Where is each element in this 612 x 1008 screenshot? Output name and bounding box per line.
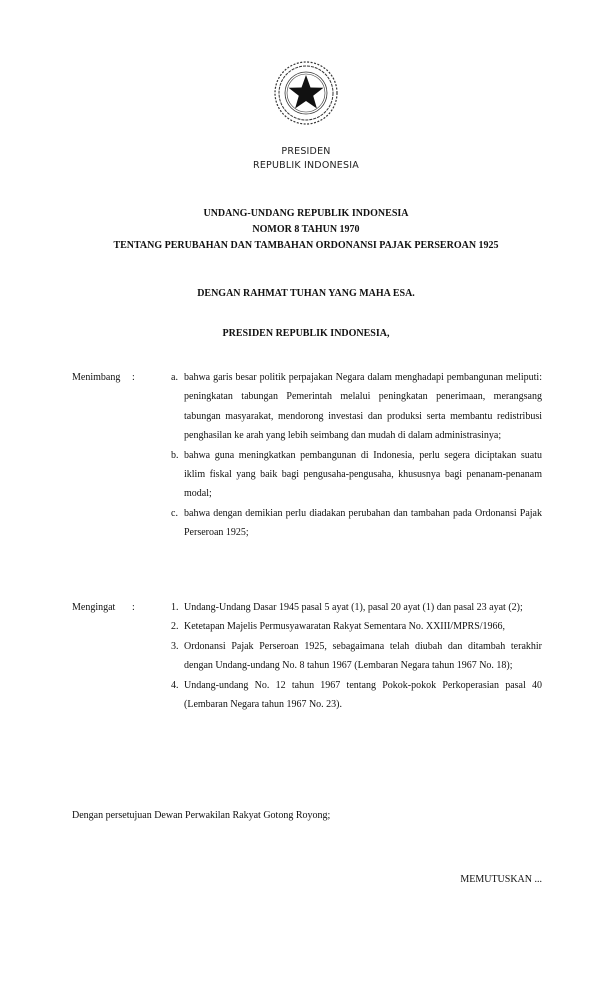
list-item: a. bahwa garis besar politik perpajakan Negara dalam menghadapi pembangunan meliputi: peningkatan tabungan Pemerintah melalui peningkatan penerimaan, merangsang tabungan masyarakat, mendorong investasi dan produksi serta membantu redistribusi penghasilan ke arah yang lebih seimbang dan mudah di dalam administrasinya; — [171, 372, 542, 442]
list-item: b. bahwa guna meningkatkan pembangunan di Indonesia, perlu segera diciptakan suatu iklim fiskal yang baik bagi pengusaha-pengusaha, khususnya bagi penanam-penanam modal; — [171, 449, 542, 500]
title-number: NOMOR 8 TAHUN 1970 — [252, 224, 360, 235]
title-law: UNDANG-UNDANG REPUBLIK INDONESIA — [203, 208, 409, 219]
header-republic: REPUBLIK INDONESIA — [253, 160, 359, 171]
president-heading: PRESIDEN REPUBLIK INDONESIA, — [222, 328, 390, 339]
mengingat-list — [171, 598, 542, 714]
mengingat-label: Mengingat — [72, 602, 116, 613]
list-item: 3. Ordonansi Pajak Perseroan 1925, sebagaimana telah diubah dan ditambah terakhir dengan Undang-undang No. 8 tahun 1967 (Lembaran Negara tahun 1967 No. 18); — [171, 640, 542, 672]
approval-statement: Dengan persetujuan Dewan Perwakilan Rakyat Gotong Royong; — [72, 810, 331, 821]
menimbang-colon: : — [132, 372, 135, 383]
list-item: 1. Undang-Undang Dasar 1945 pasal 5 ayat (1), pasal 20 ayat (1) dan pasal 23 ayat (2); — [171, 602, 523, 613]
list-item: 2. Ketetapan Majelis Permusyawaratan Rakyat Sementara No. XXIII/MPRS/1966, — [171, 621, 506, 633]
invocation: DENGAN RAHMAT TUHAN YANG MAHA ESA. — [197, 288, 415, 299]
title-subject: TENTANG PERUBAHAN DAN TAMBAHAN ORDONANSI PAJAK PERSEROAN 1925 — [113, 240, 499, 251]
menimbang-list — [171, 368, 542, 543]
garuda-star-emblem-icon — [273, 60, 339, 126]
list-item: 4. Undang-undang No. 12 tahun 1967 tentang Pokok-pokok Perkoperasian pasal 40 (Lembaran Negara tahun 1967 No. 23). — [171, 679, 542, 711]
mengingat-colon: : — [132, 602, 135, 613]
continuation-marker: MEMUTUSKAN ... — [460, 874, 542, 885]
menimbang-label: Menimbang — [72, 372, 121, 383]
header-president: PRESIDEN — [281, 146, 331, 157]
list-item: c. bahwa dengan demikian perlu diadakan perubahan dan tambahan pada Ordonansi Pajak Perseroan 1925; — [171, 507, 542, 539]
